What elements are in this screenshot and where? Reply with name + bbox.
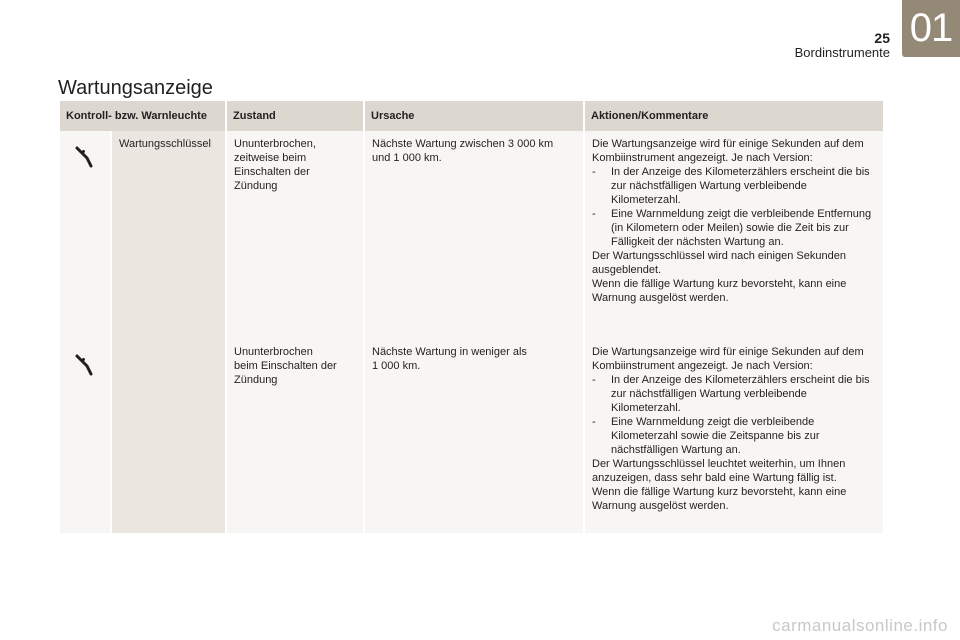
chapter-tab: 01 <box>902 0 960 57</box>
ursache-cell <box>365 339 583 533</box>
column-header-lamp: Kontroll- bzw. Warnleuchte <box>60 101 225 131</box>
outro-line: Warnung ausgelöst werden. <box>592 292 729 304</box>
list-item <box>592 415 876 457</box>
column-header-zustand: Zustand <box>227 101 363 131</box>
intro-line: Kombiinstrument angezeigt. Je nach Version: <box>592 152 813 164</box>
warning-table <box>58 101 885 533</box>
outro-line: anzuzeigen, dass sehr bald eine Wartung fällig ist. <box>592 472 837 484</box>
watermark: carmanualsonline.info <box>772 616 948 635</box>
section-name: Bordinstrumente <box>794 45 890 60</box>
intro-line: Die Wartungsanzeige wird für einige Sekunden auf dem <box>592 346 864 358</box>
options-list <box>592 165 876 249</box>
intro-line: Kombiinstrument angezeigt. Je nach Version: <box>592 360 813 372</box>
table-row <box>60 131 883 339</box>
zustand-line: Zündung <box>234 180 278 192</box>
list-item <box>592 207 876 249</box>
ursache-line: 1 000 km. <box>372 360 421 372</box>
list-item-line: - In der Anzeige des Kilometerzählers erscheint die bis <box>611 374 870 386</box>
ursache-line: Nächste Wartung zwischen 3 000 km <box>372 138 554 150</box>
zustand-line: Ununterbrochen, <box>234 138 316 150</box>
list-item-line: zur nächstfälligen Wartung verbleibende Kilometerzahl. <box>611 180 807 206</box>
outro-line: Der Wartungsschlüssel leuchtet weiterhin, um Ihnen <box>592 458 846 470</box>
zustand-line: Ununterbrochen <box>234 346 313 358</box>
list-item-line: nächstfälligen Wartung an. <box>611 444 741 456</box>
lamp-name-cell <box>112 131 225 533</box>
zustand-line: Zündung <box>234 374 278 386</box>
page-title: Wartungsanzeige <box>58 77 213 100</box>
aktionen-cell <box>585 339 883 533</box>
outro-line: Wenn die fällige Wartung kurz bevorsteht, kann eine <box>592 278 847 290</box>
page-number: 25 <box>874 30 890 46</box>
list-item-line: (in Kilometern oder Meilen) sowie die Zeit bis zur <box>611 222 849 234</box>
list-item-line: - Eine Warnmeldung zeigt die verbleibende <box>611 416 815 428</box>
list-item-line: - Eine Warnmeldung zeigt die verbleibende Entfernung <box>611 208 872 220</box>
column-header-aktionen: Aktionen/Kommentare <box>585 101 883 131</box>
aktionen-cell <box>585 131 883 339</box>
zustand-cell <box>227 131 363 339</box>
column-header-ursache: Ursache <box>365 101 583 131</box>
list-item-line: Fälligkeit der nächsten Wartung an. <box>611 236 784 248</box>
ursache-cell <box>365 131 583 339</box>
list-item <box>592 165 876 207</box>
zustand-line: Einschalten der <box>234 166 310 178</box>
symbol-cell <box>60 131 110 339</box>
list-item-line: - In der Anzeige des Kilometerzählers erscheint die bis <box>611 166 870 178</box>
intro-line: Die Wartungsanzeige wird für einige Sekunden auf dem <box>592 138 864 150</box>
table-header-row <box>60 101 883 131</box>
wrench-icon <box>67 141 103 171</box>
symbol-cell <box>60 339 110 533</box>
outro-line: Der Wartungsschlüssel wird nach einigen Sekunden <box>592 250 846 262</box>
zustand-cell <box>227 339 363 533</box>
outro-line: Warnung ausgelöst werden. <box>592 500 729 512</box>
list-item <box>592 373 876 415</box>
list-item-line: Kilometerzahl sowie die Zeitspanne bis zur <box>611 430 820 442</box>
list-item-line: zur nächstfälligen Wartung verbleibende Kilometerzahl. <box>611 388 807 414</box>
ursache-line: Nächste Wartung in weniger als <box>372 346 527 358</box>
zustand-line: zeitweise beim <box>234 152 307 164</box>
options-list <box>592 373 876 457</box>
zustand-line: beim Einschalten der <box>234 360 337 372</box>
lamp-name: Wartungsschlüssel <box>119 138 211 150</box>
wrench-icon <box>67 349 103 379</box>
outro-line: Wenn die fällige Wartung kurz bevorsteht, kann eine <box>592 486 847 498</box>
outro-line: ausgeblendet. <box>592 264 662 276</box>
ursache-line: und 1 000 km. <box>372 152 442 164</box>
